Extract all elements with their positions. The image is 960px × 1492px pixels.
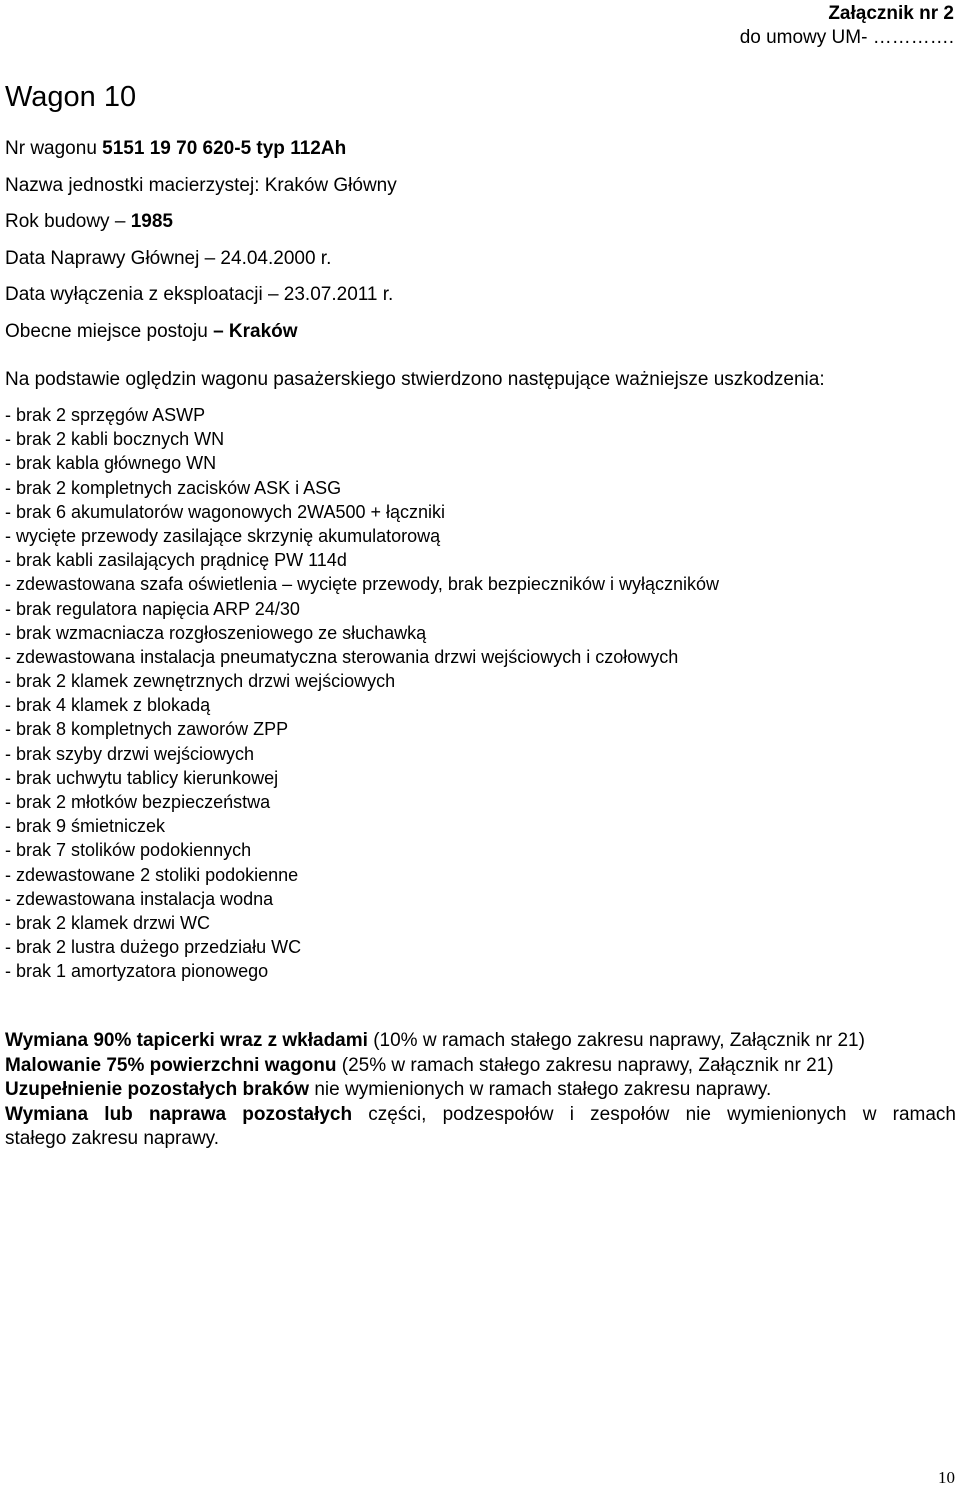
damage-item: - zdewastowana instalacja wodna [5,888,274,909]
shortages-rest: nie wymienionych w ramach stałego zakresu naprawy. [309,1079,772,1101]
page-title: Wagon 10 [5,81,137,113]
location-dash: – [213,320,224,342]
location-label: Obecne miejsce postoju [5,320,214,342]
replacement-rest: części, podzespołów i zespołów nie wymienionych w ramach [352,1103,956,1125]
damage-item: - brak 8 kompletnych zaworów ZPP [5,719,289,740]
repair-scope [5,1029,956,1152]
damage-item: - brak kabli zasilających prądnicę PW 114d [5,550,347,571]
painting-bold: Malowanie 75% powierzchni wagonu [5,1054,337,1076]
page-number: 10 [938,1468,955,1487]
replacement-line-continued: stałego zakresu naprawy. [5,1128,220,1150]
damage-item: - zdewastowana instalacja pneumatyczna sterowania drzwi wejściowych i czołowych [5,646,679,667]
build-year-label: Rok budowy – [5,211,131,233]
damage-item: - zdewastowana szafa oświetlenia – wycięte przewody, brak bezpieczników i wyłączników [5,574,719,595]
damage-item: - brak 6 akumulatorów wagonowych 2WA500 + łączniki [5,501,446,522]
damage-item: - brak 2 klamek drzwi WC [5,912,211,933]
replacement-line [5,1103,956,1128]
location-value: Kraków [223,320,298,342]
damage-item: - brak regulatora napięcia ARP 24/30 [5,598,300,619]
damage-item: - brak uchwytu tablicy kierunkowej [5,767,279,788]
damage-item: - brak 4 klamek z blokadą [5,695,211,716]
wagon-number-label: Nr wagonu [5,138,103,159]
build-year-value: 1985 [130,211,173,233]
parent-unit-line: Nazwa jednostki macierzystej: Kraków Główny [5,174,397,196]
upholstery-bold: Wymiana 90% tapicerki wraz z wkładami [5,1030,368,1051]
wagon-number-value: 5151 19 70 620-5 typ 112Ah [102,138,347,159]
annex-subtitle: do umowy UM- …………. [739,27,954,48]
damage-item: - brak wzmacniacza rozgłoszeniowego ze słuchawką [5,622,427,643]
upholstery-line [5,1029,956,1054]
damage-item: - brak 2 młotków bezpieczeństwa [5,792,271,812]
damage-item: - brak 2 sprzęgów ASWP [5,405,206,425]
painting-line [5,1054,956,1079]
build-year-line [5,209,397,246]
annex-title: Załącznik nr 2 [828,3,954,24]
location-line [5,319,397,356]
damage-item: - brak 2 klamek zewnętrznych drzwi wejściowych [5,671,396,692]
annex-header [740,2,954,50]
inspection-intro: Na podstawie oględzin wagonu pasażerskiego stwierdzono następujące ważniejsze uszkodzenia: [5,369,825,390]
wagon-number-line [5,136,397,173]
damage-item: - brak 2 kompletnych zacisków ASK i ASG [5,477,342,498]
main-repair-line: Data Naprawy Głównej – 24.04.2000 r. [5,247,332,269]
damage-list [5,404,719,985]
shortages-line [5,1078,956,1103]
damage-item: - brak 2 kabli bocznych WN [5,429,225,450]
damage-item: - wycięte przewody zasilające skrzynię akumulatorową [5,525,441,546]
damage-item: - zdewastowane 2 stoliki podokienne [5,864,299,885]
shortages-bold: Uzupełnienie pozostałych braków [5,1079,310,1101]
damage-item: - brak kabla głównego WN [5,453,217,474]
damage-item: - brak 1 amortyzatora pionowego [5,961,269,982]
replacement-bold: Wymiana lub naprawa pozostałych [5,1103,353,1125]
wagon-info [5,136,397,356]
decommission-line: Data wyłączenia z eksploatacji – 23.07.2011 r. [5,284,394,306]
damage-item: - brak 7 stolików podokiennych [5,840,252,861]
damage-item: - brak szyby drzwi wejściowych [5,743,255,764]
painting-rest: (25% w ramach stałego zakresu naprawy, Załącznik nr 21) [336,1054,834,1076]
damage-item: - brak 9 śmietniczek [5,816,166,837]
damage-item: - brak 2 lustra dużego przedziału WC [5,937,302,958]
upholstery-rest: (10% w ramach stałego zakresu naprawy, Załącznik nr 21) [367,1030,865,1051]
